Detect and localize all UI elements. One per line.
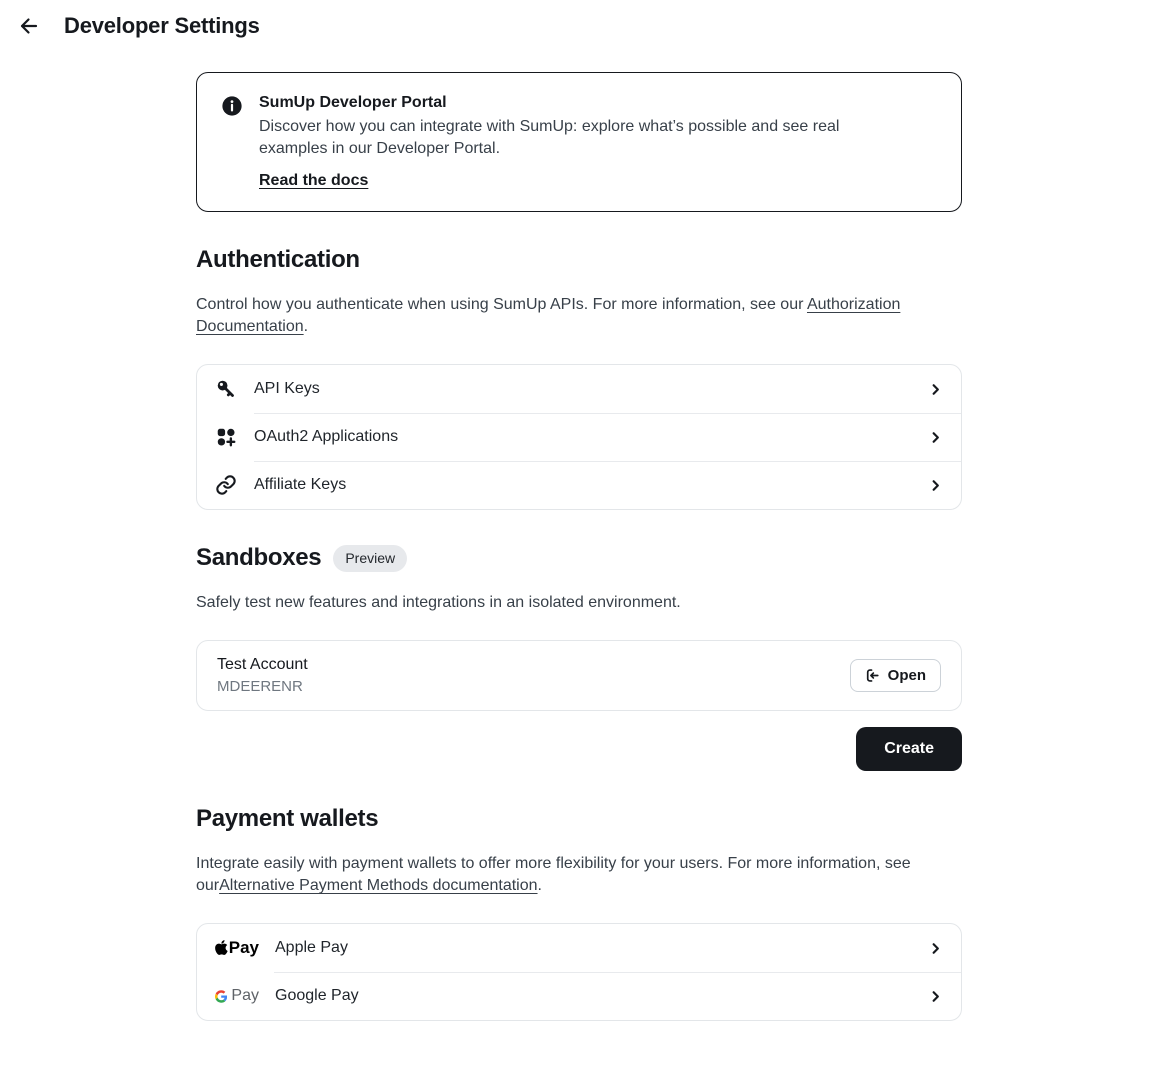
create-button[interactable]: Create	[856, 727, 962, 771]
list-item-label: Affiliate Keys	[254, 476, 347, 493]
list-item-api-keys[interactable]	[197, 365, 961, 413]
authorization-documentation-link[interactable]: Authorization Documentation	[196, 296, 901, 335]
list-item-affiliate-keys[interactable]	[197, 461, 961, 509]
payment-wallets-description-period: .	[537, 877, 542, 894]
list-item-apple-pay[interactable]	[197, 924, 961, 972]
list-item-oauth2-applications[interactable]	[197, 413, 961, 461]
info-banner	[196, 72, 962, 212]
sandboxes-heading	[196, 544, 962, 572]
test-account-code: MDEERENR	[217, 677, 303, 695]
payment-wallets-description	[196, 853, 962, 897]
read-the-docs-link[interactable]: Read the docs	[259, 172, 369, 189]
authentication-description	[196, 294, 962, 338]
chevron-right-icon	[928, 989, 943, 1004]
authentication-list	[196, 364, 962, 510]
authentication-heading: Authentication	[196, 246, 360, 273]
list-item-label: OAuth2 Applications	[254, 428, 399, 445]
link-icon	[215, 474, 237, 496]
test-account-name: Test Account	[217, 655, 308, 673]
chevron-right-icon	[928, 382, 943, 397]
chevron-right-icon	[928, 430, 943, 445]
list-item-label: API Keys	[254, 380, 320, 397]
payment-wallets-heading: Payment wallets	[196, 805, 379, 832]
authentication-description-period: .	[303, 318, 309, 335]
apps-add-icon	[215, 426, 237, 448]
chevron-right-icon	[928, 941, 943, 956]
authentication-section	[196, 246, 962, 510]
sandboxes-heading-text: Sandboxes	[196, 544, 322, 571]
login-icon	[865, 668, 880, 683]
chevron-right-icon	[928, 478, 943, 493]
apple-logo-icon	[215, 939, 228, 956]
test-account-info	[217, 656, 308, 695]
apple-pay-logo-text: Pay	[228, 938, 259, 957]
page-title: Developer Settings	[64, 13, 260, 38]
google-pay-logo	[215, 987, 259, 1005]
open-button-label: Open	[887, 666, 926, 684]
sandboxes-description: Safely test new features and integrations in an isolated environment.	[196, 594, 681, 611]
alternative-payment-methods-link[interactable]: Alternative Payment Methods documentation	[219, 877, 538, 894]
sandboxes-section	[196, 544, 962, 771]
arrow-left-icon	[17, 14, 41, 38]
info-banner-text	[259, 94, 859, 190]
payment-wallets-section	[196, 805, 962, 1021]
page-header	[0, 0, 1162, 52]
google-g-logo-icon	[215, 988, 227, 1005]
info-banner-body: Discover how you can integrate with SumUp: explore what’s possible and see real examples in our Developer Portal.	[259, 118, 840, 157]
create-row	[196, 727, 962, 771]
authentication-description-text: Control how you authenticate when using SumUp APIs. For more information, see our	[196, 296, 807, 313]
google-pay-logo-text: Pay	[231, 987, 259, 1004]
back-button[interactable]	[16, 13, 42, 39]
info-icon	[221, 95, 243, 117]
info-banner-title: SumUp Developer Portal	[259, 94, 447, 111]
payment-wallets-description-text: Integrate easily with payment wallets to offer more flexibility for your users. For more information, see our	[196, 855, 911, 894]
apple-pay-logo	[215, 938, 259, 958]
payment-wallets-list	[196, 923, 962, 1021]
list-item-label: Apple Pay	[275, 939, 348, 956]
content	[196, 72, 962, 1081]
open-button[interactable]	[850, 659, 941, 692]
list-item-label: Google Pay	[275, 987, 359, 1004]
key-icon	[215, 378, 237, 400]
list-item-google-pay[interactable]	[197, 972, 961, 1020]
test-account-card	[196, 640, 962, 711]
preview-badge: Preview	[333, 545, 407, 572]
